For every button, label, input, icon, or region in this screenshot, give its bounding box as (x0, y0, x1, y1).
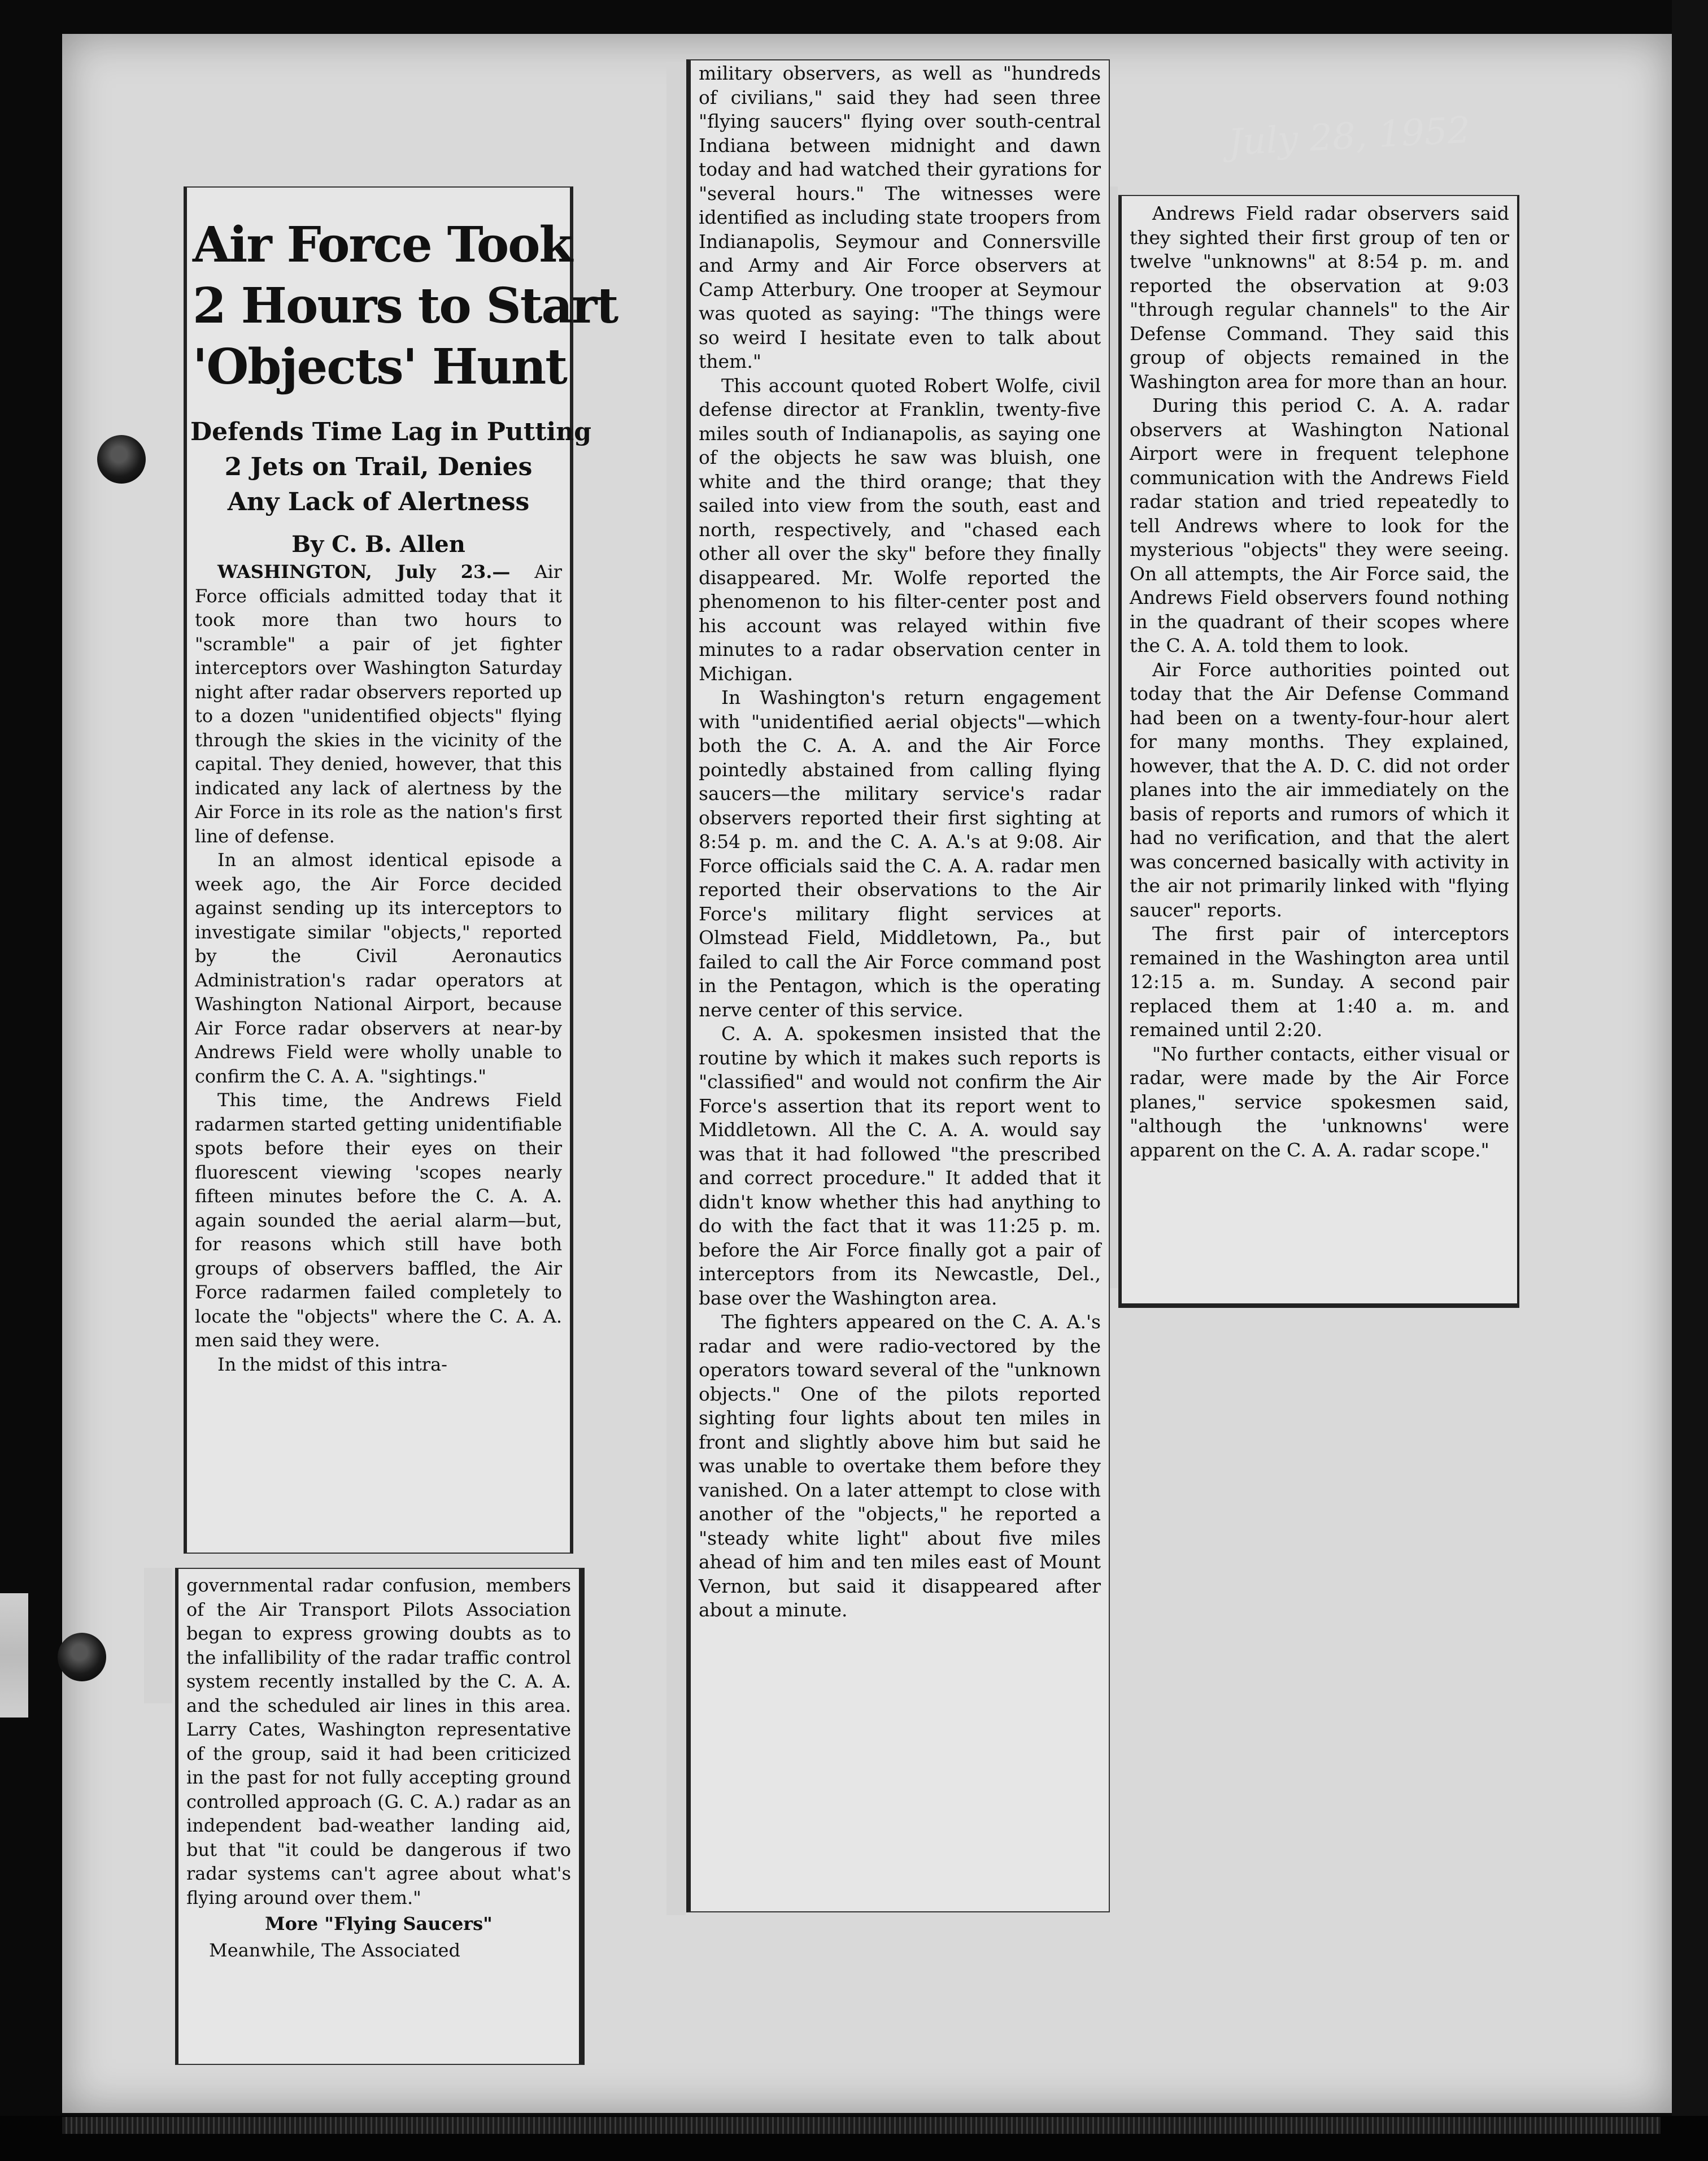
punch-hole (97, 435, 146, 484)
section-subhead: More "Flying Saucers" (265, 1913, 493, 1934)
paragraph: During this period C. A. A. radar observers at Washington National Airport were in frequent telephone communication with the Andrews Field radar station and tried repeatedly to tell Andrews where to look for the mysterious "objects" they were seeing. On all attempts, the Air Force said, the Andrews Field observers found nothing in the quadrant of their scopes where the C. A. A. told them to look. (1130, 394, 1509, 656)
paragraph: The first pair of interceptors remained in the Washington area until 12:15 a. m. Sunday. A second pair replaced them at 1:40 a. m. and remained until 2:20. (1130, 923, 1509, 1041)
paragraph: The fighters appeared on the C. A. A.'s radar and were radio-vectored by the operators toward several of the "unknown objects." One of the pilots reported sighting four lights about ten miles in front and slightly above him but said he was unable to overtake them before they vanished. On a later attempt to close with another of the "objects," he reported a "steady white light" about five miles ahead of him and ten miles east of Mount Vernon, but said it disappeared after about a minute. (699, 1311, 1101, 1621)
adjacent-clipping-fragment (666, 62, 686, 1915)
paragraph: governmental radar confusion, members of the Air Transport Pilots Association began to express growing doubts as to the infallibility of the radar traffic control system recently installed by the C. A. A. and the scheduled air lines in this area. Larry Cates, Washington representative of the group, said it had been criticized in the past for not fully accepting ground controlled approach (G. C. A.) radar as an independent bad-weather landing aid, but that "it could be dangerous if two radar systems can't agree about what's flying around over them." (186, 1575, 571, 1908)
paragraph: This account quoted Robert Wolfe, civil defense director at Franklin, twenty-five miles south of Indianapolis, as saying one of the objects he saw was bluish, one white and the third orange; that they sailed into view from the south, east and north, respectively, and "chased each other all over the sky" before they finally disappeared. Mr. Wolfe reported the phenomenon to his filter-center post and his account was relayed within five minutes to a radar observation center in Michigan. (699, 374, 1101, 685)
headline-line: 'Objects' Hunt (193, 338, 567, 395)
left-article-continuation (175, 1568, 585, 2065)
paragraph: Air Force officials admitted today that it took more than two hours to "scramble" a pair of jet fighter interceptors over Washington Saturday night after radar observers reported up to a dozen "unidentified objects" flying through the skies in the vicinity of the capital. They denied, however, that this indicated any lack of alertness by the Air Force in its role as the nation's first line of defense. (195, 561, 562, 847)
paragraph: In an almost identical episode a week ago, the Air Force decided against sending up its interceptors to investigate similar "objects," reported by the Civil Aeronautics Administration's radar operators at Washington National Airport, because Air Force radar observers at near-by Andrews Field were wholly unable to confirm the C. A. A. "sightings." (195, 849, 562, 1087)
left-article-clipping (184, 186, 618, 1554)
subheadline-line: Any Lack of Alertness (227, 488, 530, 516)
adjacent-clipping-fragment (144, 1568, 172, 1703)
article-body (187, 560, 570, 1376)
headline (193, 215, 618, 398)
subheadline-line: 2 Jets on Trail, Denies (224, 453, 533, 481)
headline-line: Air Force Took (193, 216, 572, 273)
article-body (1122, 196, 1517, 1162)
paragraph: Andrews Field radar observers said they sighted their first group of ten or twelve "unknowns" at 8:54 p. m. and reported the observation at 9:03 "through regular channels" to the Air Defense Command. They said this group of objects remained in the Washington area for more than an hour. (1130, 202, 1509, 393)
scan-edge (1672, 0, 1708, 2161)
dateline: WASHINGTON, July 23.— (217, 561, 511, 582)
handwritten-date: July 28, 1952 (1227, 109, 1472, 164)
byline: By C. B. Allen (291, 531, 465, 558)
margin-smudge (0, 1593, 28, 1718)
paragraph: In the midst of this intra- (217, 1353, 447, 1375)
article-body (178, 1569, 579, 1962)
right-column-clipping (1118, 195, 1519, 1308)
paragraph: "No further contacts, either visual or radar, were made by the Air Force planes," service spokesmen said, "although the 'unknowns' were apparent on the C. A. A. radar scope." (1130, 1042, 1509, 1161)
punch-hole (58, 1633, 106, 1681)
paragraph: Air Force authorities pointed out today that the Air Defense Command had been on a twenty-four-hour alert for many months. They explained, however, that the A. D. C. did not order planes into the air immediately on the basis of reports and rumors of which it had no verification, and that the alert was concerned basically with activity in the air not primarily linked with "flying saucer" reports. (1130, 658, 1509, 921)
paragraph: This time, the Andrews Field radarmen started getting unidentifiable spots before their eyes on their fluorescent viewing 'scopes nearly fifteen minutes before the C. A. A. again sounded the aerial alarm—but, for reasons which still have both groups of observers baffled, the Air Force radarmen failed completely to locate the "objects" where the C. A. A. men said they were. (195, 1089, 562, 1351)
middle-column-clipping (686, 59, 1110, 1912)
article-body (691, 60, 1109, 1623)
subheadline-line: Defends Time Lag in Putting (190, 418, 591, 446)
paragraph: military observers, as well as "hundreds of civilians," said they had seen three "flying saucers" flying over south-central Indiana between midnight and dawn today and had watched their gyrations for "several hours." The witnesses were identified as including state troopers from Indianapolis, Seymour and Connersville and Army and Air Force observers at Camp Atterbury. One trooper at Seymour was quoted as saying: "The things were so weird I hesitate even to talk about them." (699, 62, 1101, 372)
scan-bottom-edge (0, 2116, 1708, 2161)
paragraph: In Washington's return engagement with "unidentified aerial objects"—which both the C. A. A. and the Air Force pointedly abstained from calling flying saucers—the military service's radar observers reported their first sighting at 8:54 p. m. and the C. A. A.'s at 9:08. Air Force officials said the C. A. A. radar men reported their observations to the Air Force's military flight services at Olmstead Field, Middletown, Pa., but failed to call the Air Force command post in the Pentagon, which is the operating nerve center of this service. (699, 686, 1101, 1021)
subheadline (190, 415, 591, 520)
film-border (62, 2117, 1661, 2134)
paragraph: Meanwhile, The Associated (209, 1939, 460, 1961)
paragraph: C. A. A. spokesmen insisted that the routine by which it makes such reports is "classified" and would not confirm the Air Force's assertion that its report went to Middletown. All the C. A. A. would say was that it had followed "the prescribed and correct procedure." It added that it didn't know whether this had anything to do with the fact that it was 11:25 p. m. before the Air Force finally got a pair of interceptors from its Newcastle, Del., base over the Washington area. (699, 1023, 1101, 1309)
headline-line: 2 Hours to Start (193, 277, 618, 334)
